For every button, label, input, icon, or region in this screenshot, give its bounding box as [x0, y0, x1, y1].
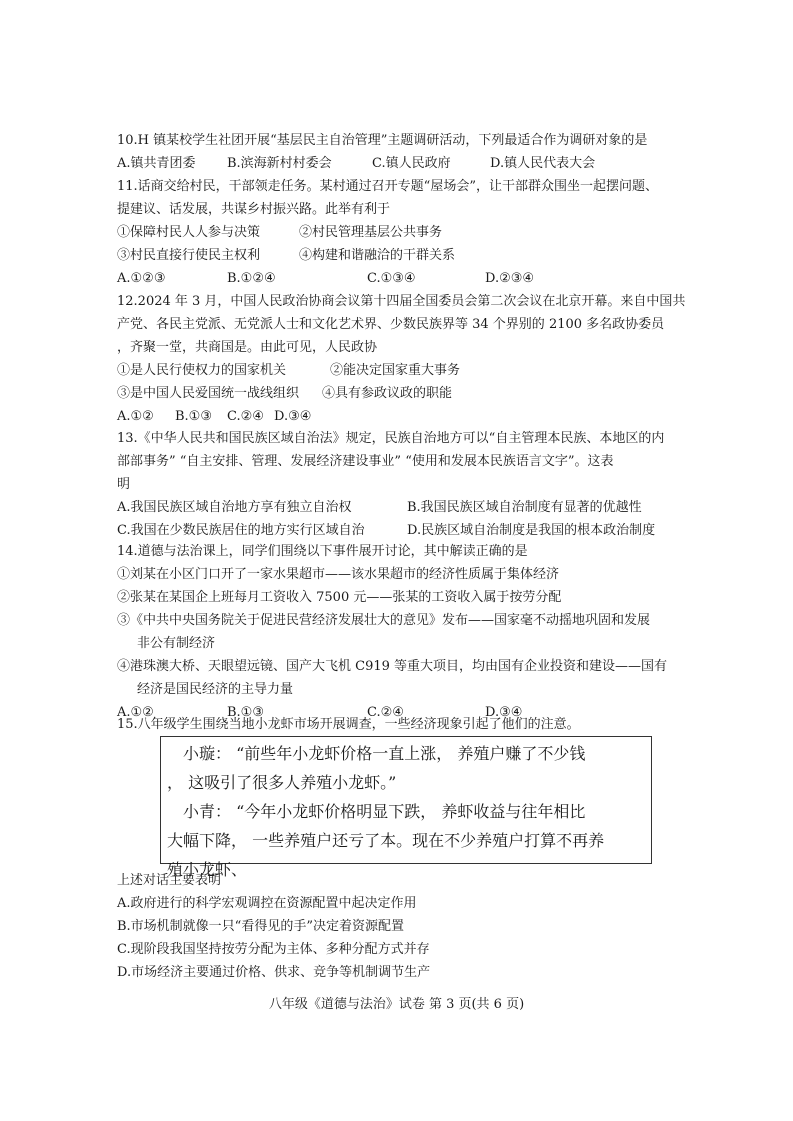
statement-1: ①是人民行使权力的国家机关 [117, 363, 287, 378]
statement-3: ③是中国人民爱国统一战线组织 [117, 386, 300, 401]
question-13 [117, 427, 707, 542]
dialogue-line: 殖小龙虾、 [167, 860, 248, 879]
statement-2: ②张某在某国企上班每月工资收入 7500 元——张某的工资收入属于按劳分配 [117, 590, 562, 605]
statement-row [117, 221, 707, 244]
statement-row [117, 382, 707, 405]
statement-3-cont: 非公有制经济 [137, 636, 216, 651]
option-c[interactable]: C.我国在少数民族居住的地方实行区域自治 [117, 523, 365, 538]
option-c[interactable]: C.②④ [367, 705, 404, 720]
option-row [117, 405, 707, 428]
question-15 [117, 713, 707, 736]
option-d[interactable]: D.②③④ [485, 271, 535, 286]
option-a[interactable]: A.①② [117, 409, 154, 424]
option-row [117, 519, 707, 542]
option-c[interactable]: C.现阶段我国坚持按劳分配为主体、多种分配方式并存 [117, 942, 430, 957]
question-lead: 上述对话主要表明 [117, 873, 222, 888]
statement-1: ①保障村民人人参与决策 [117, 225, 261, 240]
option-c[interactable]: C.②④ [227, 409, 264, 424]
dialogue-box [160, 736, 652, 879]
question-10 [117, 129, 707, 175]
dialogue-line: 小青： “今年小龙虾价格明显下跌， 养虾收益与往年相比 [183, 802, 586, 821]
question-14 [117, 540, 707, 724]
option-a[interactable]: A.①② [117, 705, 154, 720]
option-a[interactable]: A.①②③ [117, 271, 166, 286]
statement-4: ④港珠澳大桥、天眼望远镜、国产大飞机 C919 等重大项目，均由国有企业投资和建设——国有 [117, 659, 668, 674]
option-b[interactable]: B.①③ [175, 409, 212, 424]
option-a[interactable]: A.政府进行的科学宏观调控在资源配置中起决定作用 [117, 896, 417, 911]
option-b[interactable]: B.①②④ [227, 271, 276, 286]
option-a[interactable]: A.镇共青团委 [117, 156, 196, 171]
question-11 [117, 175, 707, 290]
question-15-answers [117, 869, 707, 984]
question-stem: 10.H 镇某校学生社团开展“基层民主自治管理”主题调研活动，下列最适合作为调研对象的是 [117, 133, 648, 148]
option-b[interactable]: B.①③ [227, 705, 264, 720]
statement-4: ④具有参政议政的职能 [322, 386, 453, 401]
question-stem-cont: 产党、各民主党派、无党派人士和文化艺术界、少数民族界等 34 个界别的 2100 多名政协委员 [117, 317, 665, 332]
statement-row [117, 244, 707, 267]
option-b[interactable]: B.我国民族区域自治制度有显著的优越性 [407, 500, 642, 515]
question-stem: 15.八年级学生围绕当地小龙虾市场开展调查，一些经济现象引起了他们的注意。 [117, 717, 580, 732]
question-stem-cont: ，齐聚一堂，共商国是。由此可见，人民政协 [117, 340, 378, 355]
option-d[interactable]: D.民族区域自治制度是我国的根本政治制度 [407, 523, 656, 538]
statement-2: ②能决定国家重大事务 [330, 363, 461, 378]
option-a[interactable]: A.我国民族区域自治地方享有独立自治权 [117, 500, 352, 515]
statement-4-cont: 经济是国民经济的主导力量 [137, 682, 294, 697]
statement-row [117, 359, 707, 382]
question-stem-cont: 提建议、话发展，共谋乡村振兴路。此举有利于 [117, 202, 391, 217]
dialogue-line: 小璇： “前些年小龙虾价格一直上涨， 养殖户赚了不少钱 [183, 744, 586, 763]
option-row [117, 267, 707, 290]
question-stem: 12.2024 年 3 月，中国人民政治协商会议第十四届全国委员会第二次会议在北京开幕。来自中国共 [117, 294, 686, 309]
statement-4: ④构建和谐融洽的干群关系 [299, 248, 456, 263]
question-stem-cont: 明 [117, 477, 131, 492]
page-footer: 八年级《道德与法治》试卷 第 3 页(共 6 页) [268, 997, 525, 1012]
option-c[interactable]: C.①③④ [367, 271, 416, 286]
dialogue-line: ， 这吸引了很多人养殖小龙虾。” [167, 773, 397, 792]
option-d[interactable]: D.镇人民代表大会 [490, 156, 596, 171]
option-d[interactable]: D.③④ [485, 705, 523, 720]
option-d[interactable]: D.③④ [274, 409, 312, 424]
statement-1: ①刘某在小区门口开了一家水果超市——该水果超市的经济性质属于集体经济 [117, 567, 560, 582]
question-12 [117, 290, 707, 428]
question-stem: 14.道德与法治课上，同学们围绕以下事件展开讨论，其中解读正确的是 [117, 544, 528, 559]
statement-3: ③村民直接行使民主权利 [117, 248, 261, 263]
question-stem: 11.话商交给村民，干部领走任务。某村通过召开专题“屋场会”，让干部群众围坐一起摆问题、 [117, 179, 658, 194]
option-row [117, 496, 707, 519]
dialogue-line: 大幅下降， 一些养殖户还亏了本。现在不少养殖户打算不再养 [167, 831, 605, 850]
option-row [117, 152, 707, 175]
question-stem-cont: 部部事务” “自主安排、管理、发展经济建设事业” “使用和发展本民族语言文字”。这表 [117, 454, 614, 469]
option-b[interactable]: B.市场机制就像一只“看得见的手”决定着资源配置 [117, 919, 404, 934]
statement-3: ③《中共中央国务院关于促进民营经济发展壮大的意见》发布——国家毫不动摇地巩固和发展 [117, 613, 651, 628]
option-d[interactable]: D.市场经济主要通过价格、供求、竞争等机制调节生产 [117, 965, 431, 980]
option-c[interactable]: C.镇人民政府 [372, 156, 451, 171]
option-b[interactable]: B.滨海新村村委会 [227, 156, 332, 171]
statement-2: ②村民管理基层公共事务 [299, 225, 443, 240]
question-stem: 13.《中华人民共和国民族区域自治法》规定，民族自治地方可以“自主管理本民族、本地区的内 [117, 431, 665, 446]
